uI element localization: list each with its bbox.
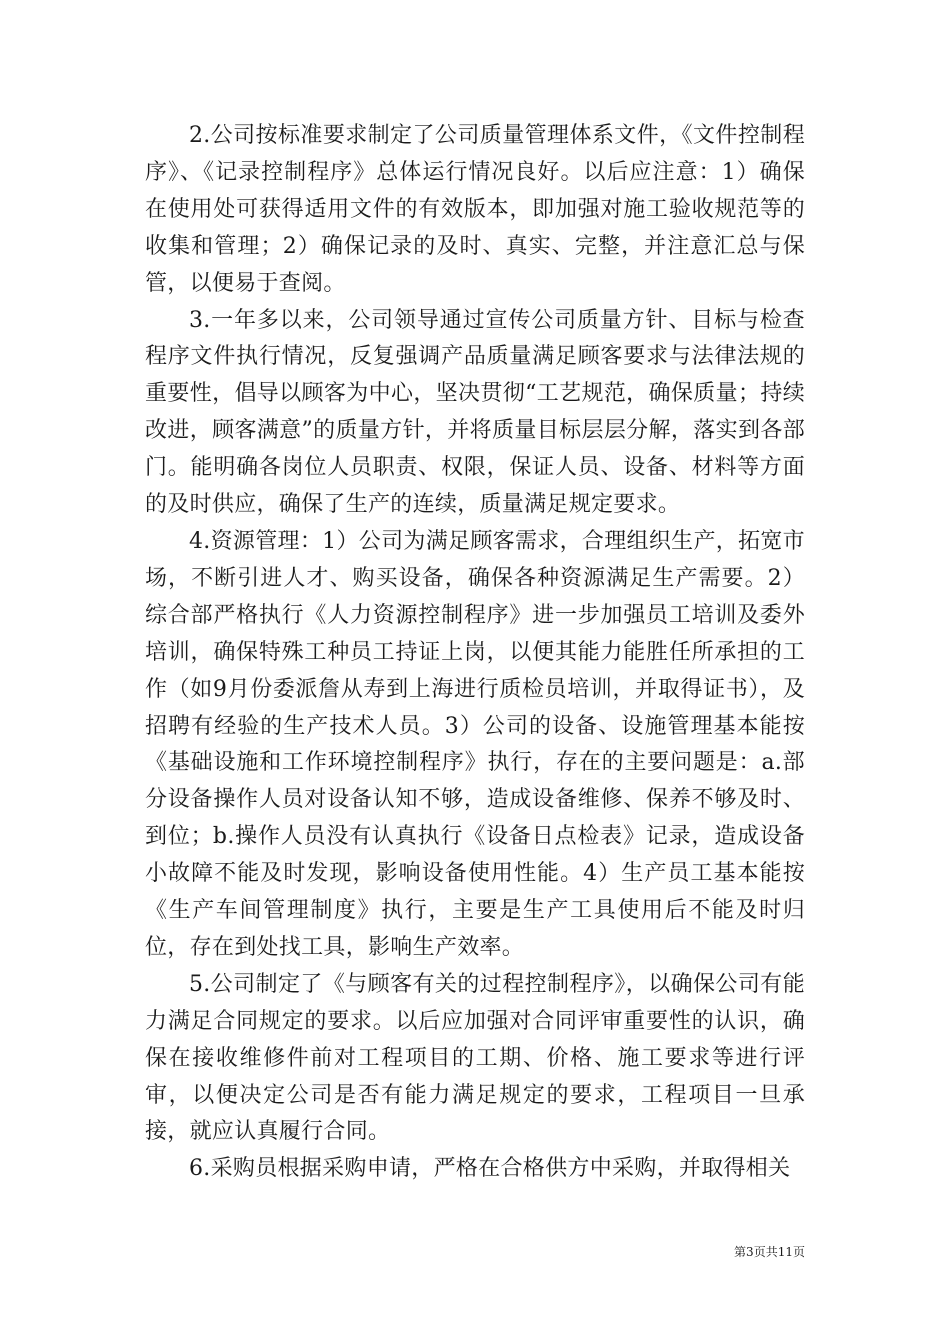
footer-prefix: 第 <box>734 1245 747 1259</box>
footer-suffix: 页 <box>792 1245 805 1259</box>
paragraph-4: 4.资源管理：1）公司为满足顾客需求，合理组织生产，拓宽市场，不断引进人才、购买设备，确保各种资源满足生产需要。2）综合部严格执行《人力资源控制程序》进一步加强员工培训及委外培训，确保特殊工种员工持证上岗，以便其能力能胜任所承担的工作（如9月份委派詹从寿到上海进行质检员培训，并取得证书），及招聘有经验的生产技术人员。3）公司的设备、设施管理基本能按《基础设施和工作环境控制程序》执行，存在的主要问题是：a.部分设备操作人员对设备认知不够，造成设备维修、保养不够及时、到位；b.操作人员没有认真执行《设备日点检表》记录，造成设备小故障不能及时发现，影响设备使用性能。4）生产员工基本能按《生产车间管理制度》执行，主要是生产工具使用后不能及时归位，存在到处找工具，影响生产效率。 <box>145 528 805 960</box>
page-footer <box>0 1243 805 1260</box>
paragraph-3: 3.一年多以来，公司领导通过宣传公司质量方针、目标与检查程序文件执行情况，反复强调产品质量满足顾客要求与法律法规的重要性，倡导以顾客为中心，坚决贯彻“工艺规范，确保质量；持续改进，顾客满意”的质量方针，并将质量目标层层分解，落实到各部门。能明确各岗位人员职责、权限，保证人员、设备、材料等方面的及时供应，确保了生产的连续，质量满足规定要求。 <box>145 307 805 518</box>
footer-current-page: 3 <box>746 1245 754 1259</box>
footer-middle: 页共 <box>753 1245 778 1259</box>
paragraph-2: 2.公司按标准要求制定了公司质量管理体系文件，《文件控制程序》、《记录控制程序》总体运行情况良好。以后应注意：1）确保在使用处可获得适用文件的有效版本，即加强对施工验收规范等的收集和管理；2）确保记录的及时、真实、完整，并注意汇总与保管，以便易于查阅。 <box>145 123 805 296</box>
document-body <box>145 118 805 1188</box>
paragraph-6: 6.采购员根据采购申请，严格在合格供方中采购，并取得相关 <box>189 1156 791 1182</box>
paragraph-5: 5.公司制定了《与顾客有关的过程控制程序》，以确保公司有能力满足合同规定的要求。以后应加强对合同评审重要性的认识，确保在接收维修件前对工程项目的工期、价格、施工要求等进行评审，以便决定公司是否有能力满足规定的要求，工程项目一旦承接，就应认真履行合同。 <box>145 971 805 1145</box>
footer-total-pages: 11 <box>777 1245 793 1259</box>
